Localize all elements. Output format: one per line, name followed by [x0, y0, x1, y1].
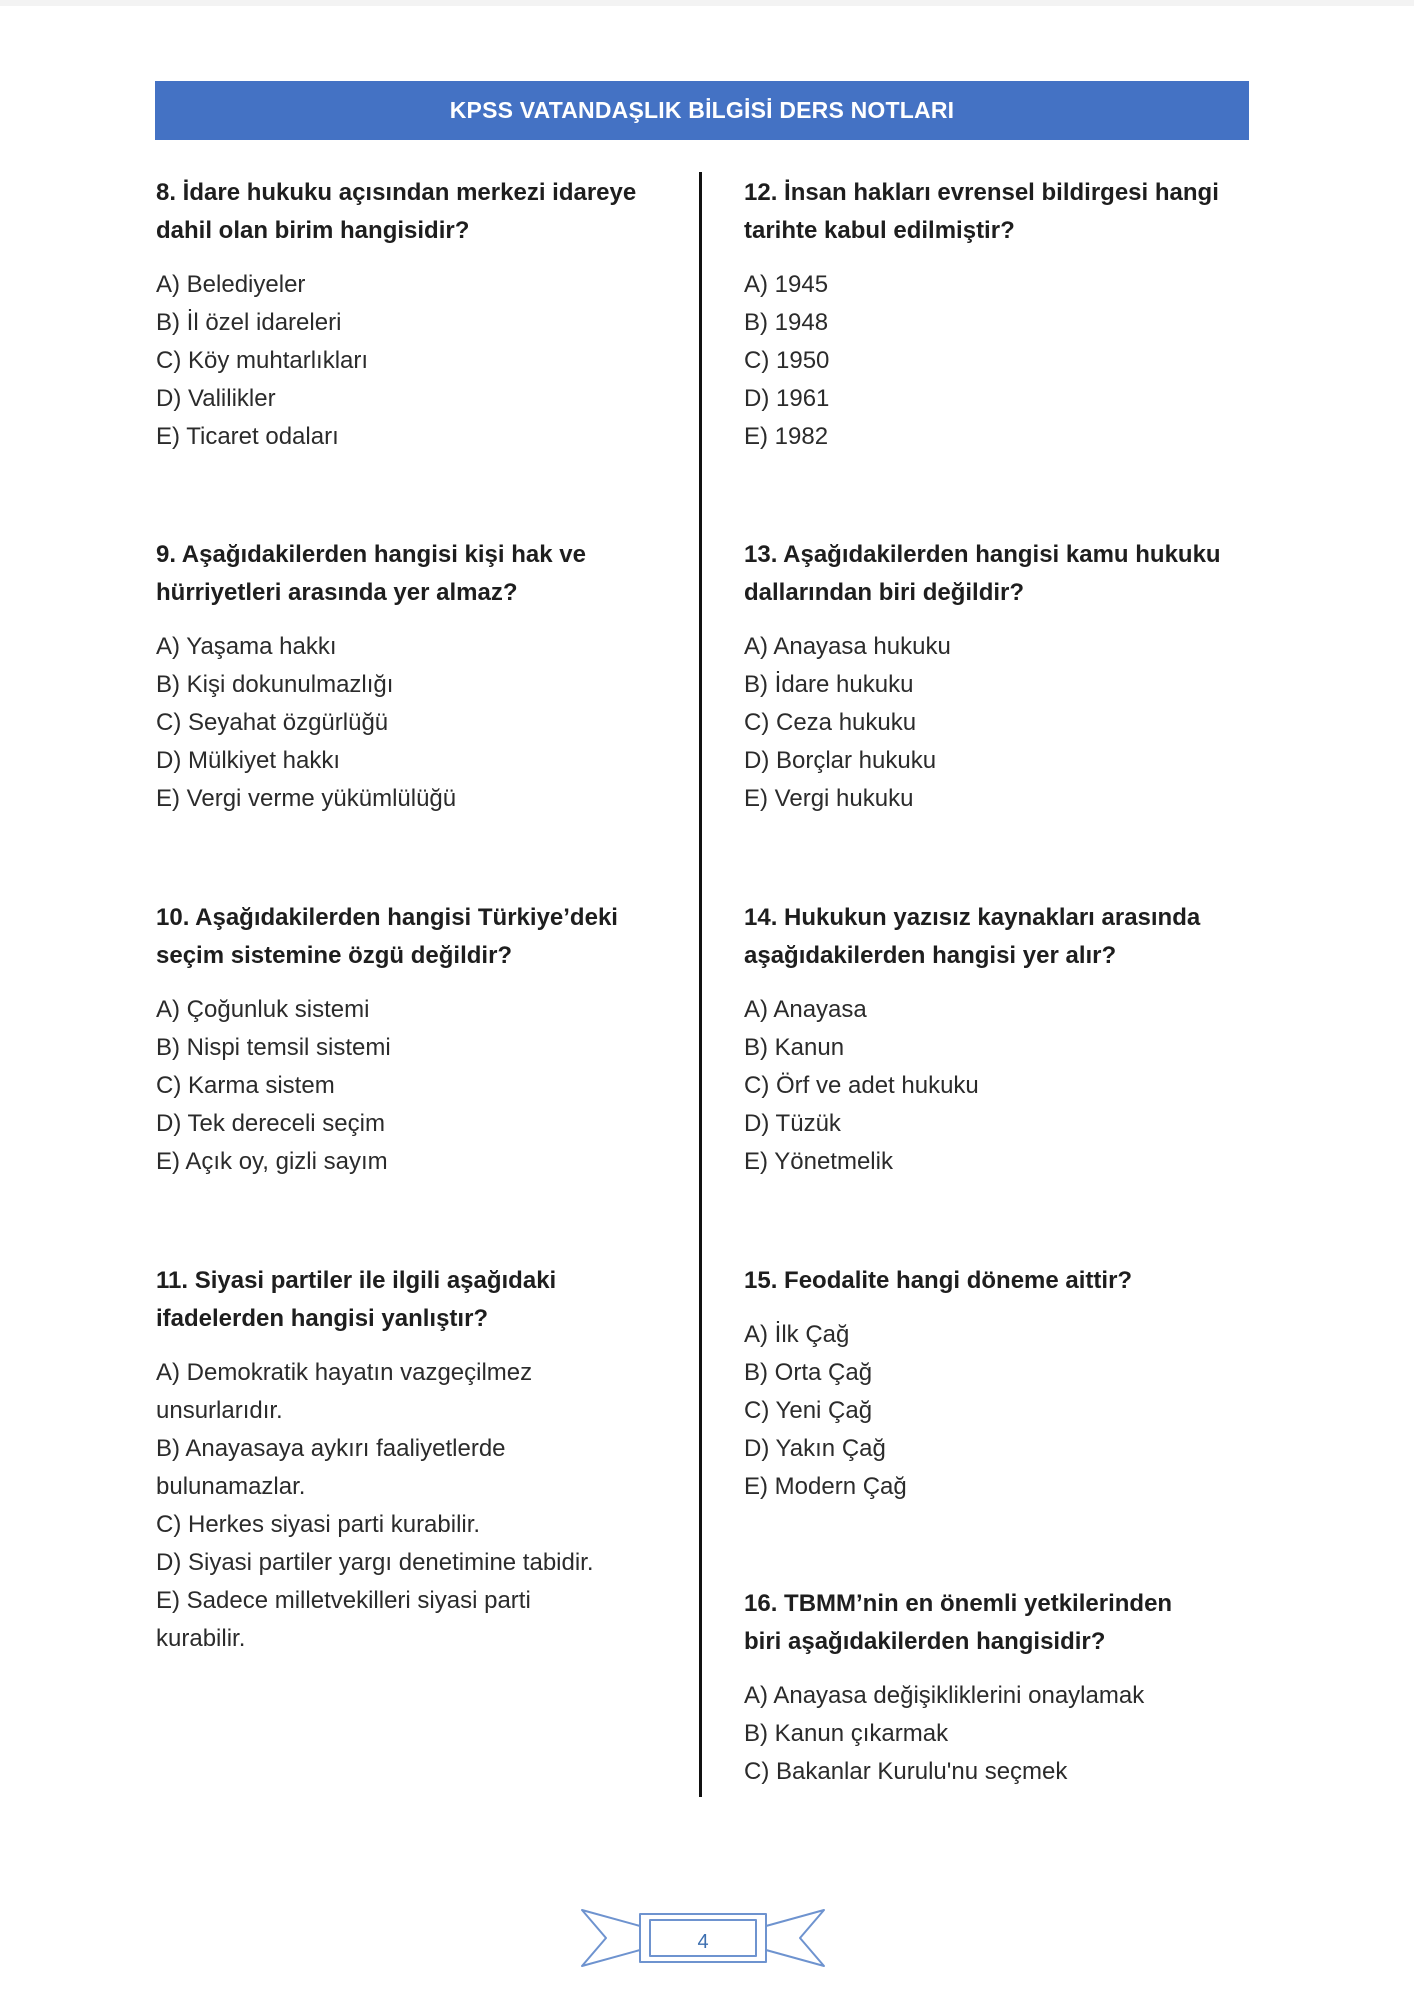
option-d: D) Siyasi partiler yargı denetimine tabidir.	[156, 1549, 594, 1576]
option-d: D) Tek dereceli seçim	[156, 1110, 385, 1137]
question-10	[156, 899, 676, 1181]
question-line: 8. İdare hukuku açısından merkezi idareye	[156, 179, 637, 206]
option-c: C) Köy muhtarlıkları	[156, 347, 369, 374]
option-a: A) Belediyeler	[156, 271, 306, 298]
option-e: E) Açık oy, gizli sayım	[156, 1148, 388, 1175]
option-e: E) Ticaret odaları	[156, 423, 339, 450]
question-line: 13. Aşağıdakilerden hangisi kamu hukuku	[744, 541, 1221, 568]
option-e: E) Modern Çağ	[744, 1473, 907, 1500]
option-c: C) Karma sistem	[156, 1072, 335, 1099]
question-line: 11. Siyasi partiler ile ilgili aşağıdaki	[156, 1267, 557, 1294]
option-e: E) Yönetmelik	[744, 1148, 893, 1175]
option-e: E) 1982	[744, 423, 829, 450]
question-line: seçim sistemine özgü değildir?	[156, 942, 513, 969]
question-line: 15. Feodalite hangi döneme aittir?	[744, 1267, 1133, 1294]
column-divider	[699, 172, 702, 1797]
question-16	[744, 1585, 1264, 1791]
option-e: E) Vergi hukuku	[744, 785, 914, 812]
option-a: A) Anayasa hukuku	[744, 633, 951, 660]
option-c: C) Bakanlar Kurulu'nu seçmek	[744, 1758, 1068, 1785]
question-11	[156, 1262, 676, 1658]
option-d: D) Mülkiyet hakkı	[156, 747, 341, 774]
option-list	[156, 628, 676, 818]
option-b: B) Anayasaya aykırı faaliyetlerde	[156, 1435, 506, 1462]
question-text	[156, 174, 676, 250]
top-strip	[0, 0, 1414, 6]
option-e: E) Vergi verme yükümlülüğü	[156, 785, 457, 812]
option-a-cont: unsurlarıdır.	[156, 1397, 283, 1424]
question-line: ifadelerden hangisi yanlıştır?	[156, 1305, 489, 1332]
option-d: D) 1961	[744, 385, 830, 412]
option-b-cont: bulunamazlar.	[156, 1473, 306, 1500]
option-list	[156, 266, 676, 456]
option-b: B) Orta Çağ	[744, 1359, 873, 1386]
option-a: A) Anayasa değişikliklerini onaylamak	[744, 1682, 1145, 1709]
option-a: A) Demokratik hayatın vazgeçilmez	[156, 1359, 533, 1386]
option-a: A) İlk Çağ	[744, 1321, 850, 1348]
option-d: D) Valilikler	[156, 385, 276, 412]
question-line: 16. TBMM’nin en önemli yetkilerinden	[744, 1590, 1173, 1617]
option-e: E) Sadece milletvekilleri siyasi parti	[156, 1587, 531, 1614]
question-line: dahil olan birim hangisidir?	[156, 217, 470, 244]
question-text	[744, 1585, 1264, 1661]
question-line: tarihte kabul edilmiştir?	[744, 217, 1015, 244]
option-b: B) Kişi dokunulmazlığı	[156, 671, 394, 698]
question-13	[744, 536, 1264, 818]
document-title: KPSS VATANDAŞLIK BİLGİSİ DERS NOTLARI	[449, 97, 955, 123]
question-line: 12. İnsan hakları evrensel bildirgesi hangi	[744, 179, 1219, 206]
question-line: dallarından biri değildir?	[744, 579, 1025, 606]
option-list	[156, 991, 676, 1181]
page-footer	[578, 1900, 828, 1980]
question-line: hürriyetleri arasında yer almaz?	[156, 579, 518, 606]
question-text	[156, 536, 676, 612]
option-d: D) Tüzük	[744, 1110, 841, 1137]
question-text	[744, 1262, 1264, 1300]
option-d: D) Borçlar hukuku	[744, 747, 937, 774]
option-list	[744, 628, 1264, 818]
question-8	[156, 174, 676, 456]
option-list	[156, 1354, 676, 1658]
option-c: C) Herkes siyasi parti kurabilir.	[156, 1511, 481, 1538]
page-number: 4	[697, 1931, 709, 1953]
question-line: aşağıdakilerden hangisi yer alır?	[744, 942, 1117, 969]
question-text	[744, 174, 1264, 250]
option-c: C) Seyahat özgürlüğü	[156, 709, 389, 736]
option-list	[744, 266, 1264, 456]
option-c: C) Yeni Çağ	[744, 1397, 873, 1424]
question-line: 9. Aşağıdakilerden hangisi kişi hak ve	[156, 541, 586, 568]
question-line: 10. Aşağıdakilerden hangisi Türkiye’deki	[156, 904, 618, 931]
question-line: biri aşağıdakilerden hangisidir?	[744, 1628, 1106, 1655]
option-list	[744, 991, 1264, 1181]
question-text	[744, 899, 1264, 975]
option-a: A) Çoğunluk sistemi	[156, 996, 370, 1023]
question-9	[156, 536, 676, 818]
option-b: B) İdare hukuku	[744, 671, 914, 698]
option-c: C) 1950	[744, 347, 830, 374]
header-bar	[155, 81, 1249, 140]
question-14	[744, 899, 1264, 1181]
option-a: A) Yaşama hakkı	[156, 633, 337, 660]
question-15	[744, 1262, 1264, 1506]
option-a: A) 1945	[744, 271, 829, 298]
option-b: B) Nispi temsil sistemi	[156, 1034, 391, 1061]
option-b: B) Kanun	[744, 1034, 845, 1061]
question-text	[156, 1262, 676, 1338]
question-text	[744, 536, 1264, 612]
option-b: B) 1948	[744, 309, 829, 336]
option-d: D) Yakın Çağ	[744, 1435, 886, 1462]
option-c: C) Ceza hukuku	[744, 709, 917, 736]
option-b: B) İl özel idareleri	[156, 309, 342, 336]
option-a: A) Anayasa	[744, 996, 867, 1023]
option-list	[744, 1677, 1264, 1791]
option-c: C) Örf ve adet hukuku	[744, 1072, 979, 1099]
question-text	[156, 899, 676, 975]
question-12	[744, 174, 1264, 456]
option-list	[744, 1316, 1264, 1506]
option-e-cont: kurabilir.	[156, 1625, 246, 1652]
option-b: B) Kanun çıkarmak	[744, 1720, 949, 1747]
question-line: 14. Hukukun yazısız kaynakları arasında	[744, 904, 1201, 931]
